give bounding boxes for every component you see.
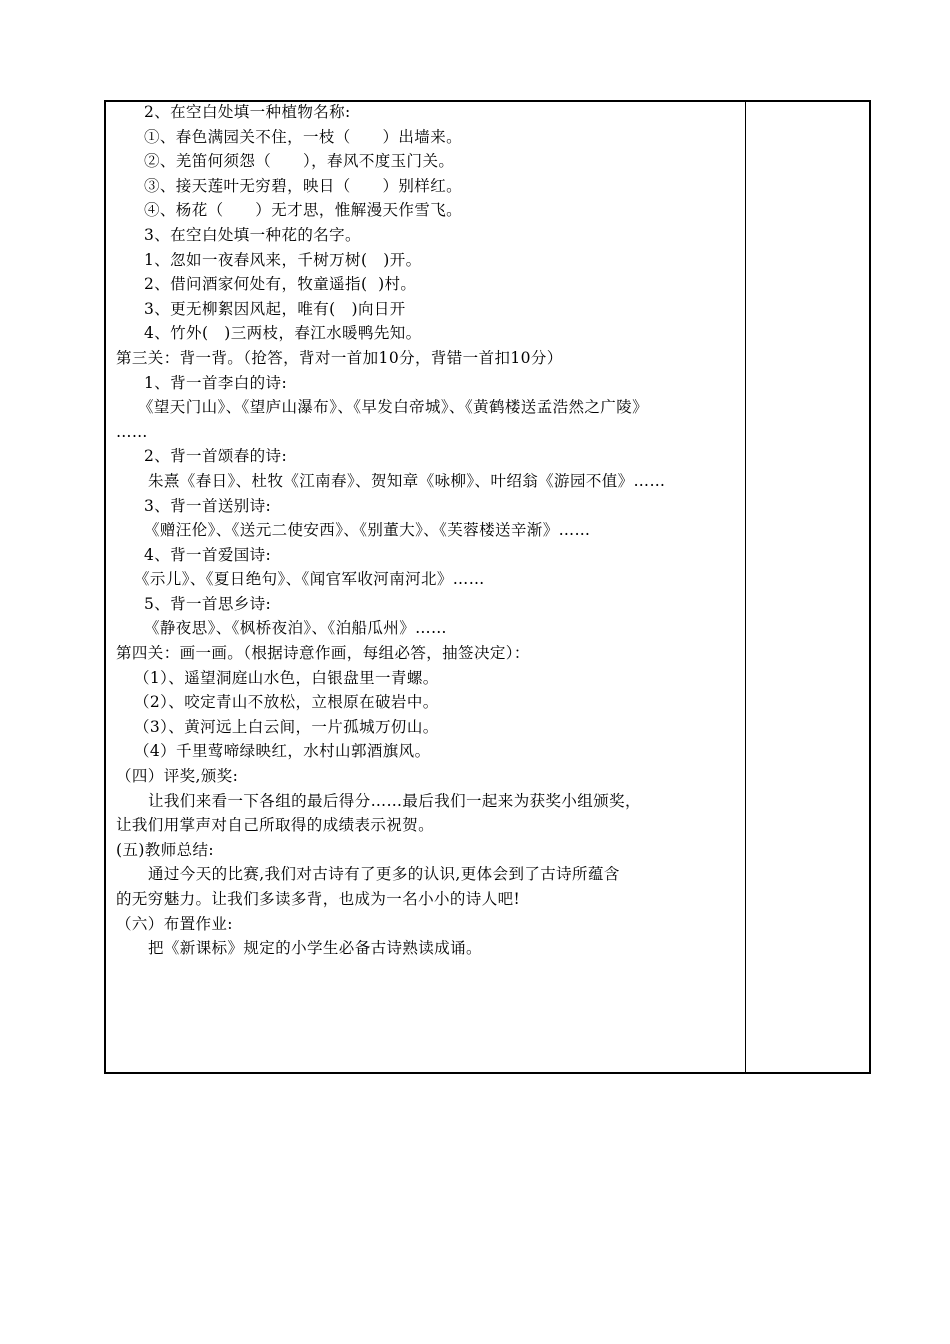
text-line: ②、羌笛何须怨（ ），春风不度玉门关。 <box>144 152 455 171</box>
text-line: 2、背一首颂春的诗: <box>144 447 288 466</box>
text-line: 《赠汪伦》、《送元二使安西》、《别董大》、《芙蓉楼送辛渐》…… <box>144 521 591 540</box>
text-line: ①、春色满园关不住，一枝（ ）出墙来。 <box>144 127 463 146</box>
text-line: 1、忽如一夜春风来，千树万树( )开。 <box>144 250 422 269</box>
text-line: 4、竹外( )三两枝，春江水暖鸭先知。 <box>144 324 422 343</box>
text-line: 3、背一首送别诗: <box>144 496 272 515</box>
section-heading: 第三关：背一背。（抢答，背对一首加10分，背错一首扣10分） <box>116 348 563 367</box>
text-line: 的无穷魅力。让我们多读多背，也成为一名小小的诗人吧! <box>116 890 521 908</box>
section-heading: （四）评奖,颁奖: <box>116 767 239 786</box>
text-line: 让我们来看一下各组的最后得分……最后我们一起来为获奖小组颁奖， <box>148 791 641 810</box>
text-line: …… <box>116 422 148 441</box>
text-line: 2、借问酒家何处有，牧童遥指( )村。 <box>144 275 417 294</box>
text-line: （1）、遥望洞庭山水色，白银盘里一青螺。 <box>134 668 439 687</box>
text-line: 3、在空白处填一种花的名字。 <box>144 225 361 244</box>
section-heading: 第四关：画一画。（根据诗意作画，每组必答，抽签决定）： <box>116 644 530 663</box>
section-heading: (五)教师总结: <box>116 840 215 859</box>
table-column-divider <box>745 100 746 1072</box>
text-line: （2）、咬定青山不放松，立根原在破岩中。 <box>134 693 439 712</box>
text-line: 把《新课标》规定的小学生必备古诗熟读成诵。 <box>148 939 482 958</box>
text-line: ③、接天莲叶无穷碧，映日（ ）别样红。 <box>144 176 463 195</box>
text-line: （4）千里莺啼绿映红，水村山郭酒旗风。 <box>134 742 431 761</box>
text-line: 5、背一首思乡诗: <box>144 594 272 613</box>
text-line: 2、在空白处填一种植物名称: <box>144 103 351 121</box>
text-line: 《静夜思》、《枫桥夜泊》、《泊船瓜州》…… <box>144 619 447 638</box>
text-line: 《望天门山》、《望庐山瀑布》、《早发白帝城》、《黄鹤楼送孟浩然之广陵》 <box>138 398 649 417</box>
text-line: 让我们用掌声对自己所取得的成绩表示祝贺。 <box>116 816 435 835</box>
text-line: （3）、黄河远上白云间，一片孤城万仞山。 <box>134 717 439 736</box>
text-line: 朱熹《春日》、杜牧《江南春》、贺知章《咏柳》、叶绍翁《游园不值》…… <box>148 471 666 490</box>
lesson-content <box>116 100 740 961</box>
text-line: 《示儿》、《夏日绝句》、《闻官军收河南河北》…… <box>134 570 485 589</box>
text-line: 4、背一首爱国诗: <box>144 545 272 564</box>
text-line: 通过今天的比赛,我们对古诗有了更多的认识,更体会到了古诗所蕴含 <box>148 865 620 884</box>
section-heading: （六）布置作业: <box>116 914 233 933</box>
text-line: 3、更无柳絮因风起，唯有( )向日开 <box>144 299 406 318</box>
text-line: 1、背一首李白的诗: <box>144 373 288 392</box>
text-line: ④、杨花（ ）无才思，惟解漫天作雪飞。 <box>144 201 463 220</box>
